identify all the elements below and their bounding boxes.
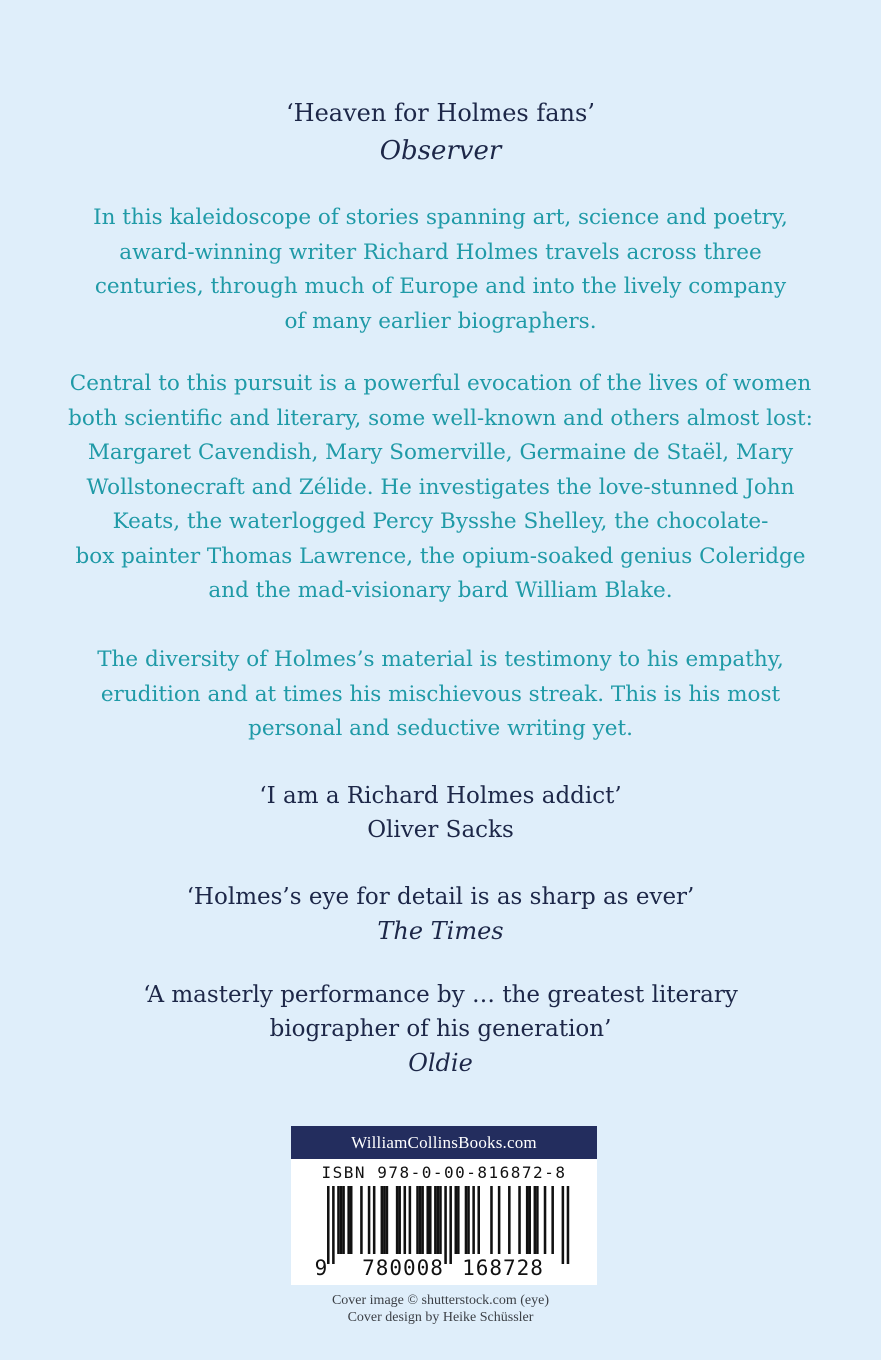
barcode-right-digits: 168728 [462, 1256, 544, 1280]
review-quote-the-times [0, 880, 881, 948]
blurb-paragraph-1 [0, 201, 881, 339]
quote-source: Oldie [408, 1049, 473, 1077]
barcode-bar [455, 1186, 458, 1254]
quote-source: The Times [377, 917, 504, 945]
barcode-bar [534, 1186, 537, 1254]
blurb-line: centuries, through much of Europe and into the lively company [94, 274, 787, 299]
quote-source: Oliver Sacks [367, 817, 514, 843]
blurb-line: Keats, the waterlogged Percy Bysshe Shelley, the chocolate- [112, 509, 769, 534]
barcode-bar [386, 1186, 389, 1254]
barcode-bar [350, 1186, 353, 1254]
barcode-bar [398, 1186, 401, 1254]
barcode-bar [437, 1186, 440, 1254]
barcode-bar [396, 1186, 399, 1254]
barcode-first-digit: 9 [314, 1256, 328, 1280]
quote-text: ‘Holmes’s eye for detail is as sharp as ever’ [186, 884, 695, 910]
barcode-icon [291, 1186, 597, 1282]
blurb-line: The diversity of Holmes’s material is testimony to his empathy, [97, 647, 784, 672]
barcode-bar [404, 1186, 407, 1254]
review-quote-observer [0, 94, 881, 170]
cover-image-credit: Cover image © shutterstock.com (eye) [331, 1293, 550, 1308]
barcode-bar [518, 1186, 521, 1254]
barcode-bar [434, 1186, 437, 1254]
barcode-bar [449, 1186, 452, 1264]
barcode-bar [347, 1186, 350, 1254]
blurb-line: erudition and at times his mischievous streak. This is his most [100, 681, 781, 707]
barcode-bar [465, 1186, 468, 1254]
barcode-bar [567, 1186, 570, 1264]
barcode-bar [337, 1186, 340, 1254]
barcode-bar [477, 1186, 480, 1254]
blurb-line: award-winning writer Richard Holmes travels across three [119, 239, 762, 265]
blurb-line: box painter Thomas Lawrence, the opium-soaked genius Coleridge [75, 543, 806, 569]
barcode-bar [467, 1186, 470, 1254]
barcode-bar [472, 1186, 475, 1254]
quote-text: ‘I am a Richard Holmes addict’ [259, 783, 622, 809]
barcode-bar [439, 1186, 442, 1254]
barcode-bar [544, 1186, 547, 1254]
barcode-bar [536, 1186, 539, 1254]
barcode-left-digits: 780008 [362, 1256, 444, 1280]
quote-text: biographer of his generation’ [269, 1016, 612, 1042]
barcode-bar [490, 1186, 493, 1254]
barcode-bar [498, 1186, 501, 1254]
blurb-paragraph-2 [0, 367, 881, 609]
barcode-bar [551, 1186, 554, 1254]
blurb-line: In this kaleidoscope of stories spanning art, science and poetry, [93, 205, 788, 230]
barcode-bar [327, 1186, 330, 1264]
barcode-bar [419, 1186, 422, 1254]
blurb-line: and the mad-visionary bard William Blake. [208, 578, 673, 603]
publisher-website: WilliamCollinsBooks.com [291, 1126, 597, 1159]
barcode-bar [416, 1186, 419, 1254]
barcode-bar [562, 1186, 565, 1264]
blurb-line: personal and seductive writing yet. [248, 716, 633, 741]
barcode-bar [457, 1186, 460, 1254]
isbn-label: ISBN 978-0-00-816872-8 [321, 1163, 567, 1182]
blurb-paragraph-3 [0, 643, 881, 747]
blurb-line: of many earlier biographers. [284, 308, 597, 334]
barcode-bar [526, 1186, 529, 1254]
review-quote-oldie [0, 978, 881, 1080]
barcode-bar [383, 1186, 386, 1254]
blurb-line: both scientific and literary, some well-known and others almost lost: [68, 405, 813, 431]
barcode-bar [373, 1186, 376, 1254]
barcode-bar [508, 1186, 511, 1254]
barcode-bar [368, 1186, 371, 1254]
barcode-bar [426, 1186, 429, 1254]
quote-text: ‘Heaven for Holmes fans’ [286, 99, 595, 127]
barcode-panel [291, 1126, 597, 1285]
barcode-bar [381, 1186, 384, 1254]
quote-source: Observer [379, 136, 502, 166]
barcode-bar [429, 1186, 432, 1254]
barcode-bar [360, 1186, 363, 1254]
barcode-bar [409, 1186, 412, 1254]
blurb-line: Central to this pursuit is a powerful evocation of the lives of women [69, 371, 812, 396]
blurb-line: Margaret Cavendish, Mary Somerville, Germaine de Staël, Mary [87, 440, 794, 465]
review-quote-oliver-sacks [0, 779, 881, 847]
barcode-bar [444, 1186, 447, 1264]
barcode-bar [332, 1186, 335, 1264]
quote-text: ‘A masterly performance by … the greatest literary [143, 982, 738, 1008]
barcode-bar [342, 1186, 345, 1254]
blurb-line: Wollstonecraft and Zélide. He investigates the love-stunned John [86, 474, 795, 500]
cover-design-credit: Cover design by Heike Schüssler [347, 1310, 534, 1325]
barcode-bar [340, 1186, 343, 1254]
barcode-bar [528, 1186, 531, 1254]
barcode-bar [421, 1186, 424, 1254]
